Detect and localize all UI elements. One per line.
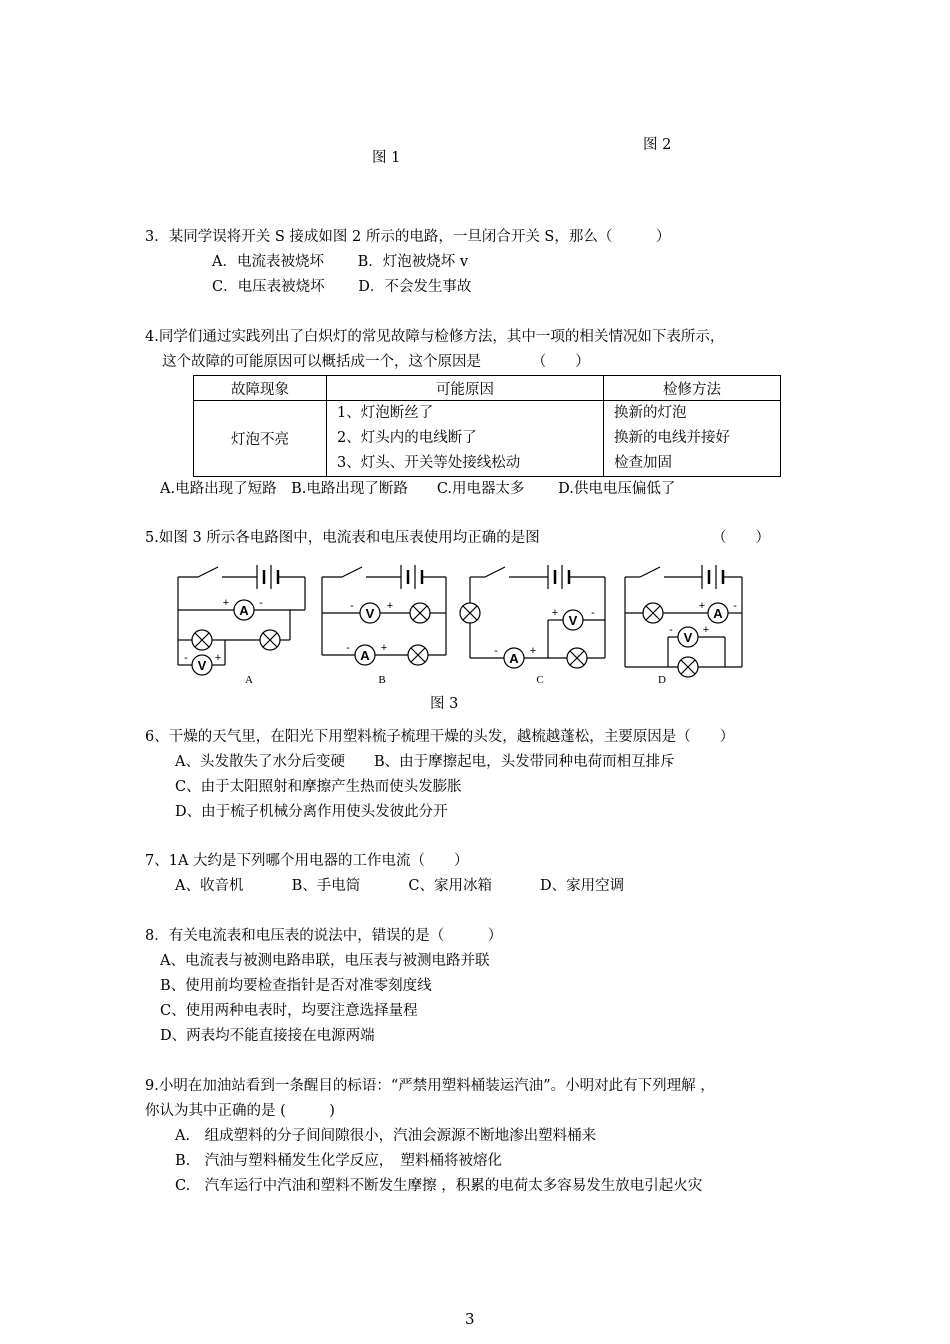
table-header: 故障现象 — [194, 376, 327, 401]
figure-3-circuits — [160, 555, 760, 690]
q9-stem-line2: 你认为其中正确的是 ( ) — [145, 1103, 335, 1119]
circuit-c — [470, 565, 605, 658]
terminal-plus: + — [551, 607, 559, 619]
terminal-minus: - — [259, 597, 263, 609]
q4-options: A.电路出现了短路 B.电路出现了断路 C.用电器太多 D.供电电压偏低了 — [160, 481, 676, 497]
repair-item: 换新的灯泡 — [614, 405, 687, 421]
terminal-plus: + — [386, 600, 394, 612]
terminal-plus: + — [702, 624, 710, 636]
fault-causes — [327, 401, 604, 477]
cause-item: 2、灯头内的电线断了 — [337, 430, 477, 446]
terminal-plus: + — [222, 597, 230, 609]
q9-option: A. 组成塑料的分子间间隙很小，汽油会源源不断地渗出塑料桶来 — [175, 1128, 597, 1144]
voltmeter-letter: V — [365, 606, 375, 621]
ammeter-letter: A — [509, 651, 519, 666]
figure-1-label: 图 1 — [372, 150, 401, 166]
cause-item: 3、灯头、开关等处接线松动 — [337, 455, 521, 471]
lamp-icon — [678, 657, 698, 677]
circuit-label: B — [378, 674, 386, 686]
voltmeter-letter: V — [683, 630, 693, 645]
q8-option: C、使用两种电表时，均要注意选择量程 — [160, 1003, 418, 1019]
lamp-icon — [408, 645, 428, 665]
table-header: 检修方法 — [604, 376, 781, 401]
q6-option: A、头发散失了水分后变硬 B、由于摩擦起电，头发带同种电荷而相互排斥 — [175, 754, 675, 770]
lamp-icon — [460, 603, 480, 623]
ammeter-letter: A — [360, 648, 370, 663]
terminal-minus: - — [184, 652, 188, 664]
q7-options: A、收音机 B、手电筒 C、家用冰箱 D、家用空调 — [175, 878, 625, 894]
q8-stem: 8．有关电流表和电压表的说法中，错误的是（ ） — [145, 928, 503, 944]
repair-item: 换新的电线并接好 — [614, 430, 730, 446]
voltmeter-letter: V — [197, 658, 207, 673]
lamp-icon — [643, 603, 663, 623]
circuit-label: C — [536, 674, 544, 686]
table-header: 可能原因 — [327, 376, 604, 401]
q9-option: C. 汽车运行中汽油和塑料不断发生摩擦 ，积累的电荷太多容易发生放电引起火灾 — [175, 1178, 703, 1194]
figure-2-label: 图 2 — [643, 137, 672, 153]
fault-repairs — [604, 401, 781, 477]
terminal-minus: - — [591, 607, 595, 619]
terminal-plus: + — [529, 645, 537, 657]
q6-option: D、由于梳子机械分离作用使头发彼此分开 — [175, 804, 448, 820]
q9-option: B. 汽油与塑料桶发生化学反应， 塑料桶将被熔化 — [175, 1153, 503, 1169]
terminal-minus: - — [494, 645, 498, 657]
terminal-minus: - — [346, 642, 350, 654]
q5-bracket: （ ） — [712, 530, 770, 546]
terminal-plus: + — [698, 600, 706, 612]
q6-option: C、由于太阳照射和摩擦产生热而使头发膨胀 — [175, 779, 462, 795]
lamp-icon — [567, 648, 587, 668]
fault-phenomenon: 灯泡不亮 — [194, 401, 327, 477]
q8-option: A、电流表与被测电路串联，电压表与被测电路并联 — [160, 953, 490, 969]
q3-options-row1: A．电流表被烧坏 B．灯泡被烧坏 v — [212, 254, 469, 270]
q3-options-row2: C．电压表被烧坏 D．不会发生事故 — [212, 279, 472, 295]
voltmeter-letter: V — [568, 613, 578, 628]
q7-stem: 7、1A 大约是下列哪个用电器的工作电流（ ） — [145, 853, 469, 869]
q9-stem-line1: 9.小明在加油站看到一条醒目的标语：“严禁用塑料桶装运汽油”。小明对此有下列理解 ， — [145, 1078, 715, 1094]
lamp-icon — [410, 603, 430, 623]
terminal-minus: - — [350, 600, 354, 612]
q6-stem: 6、干燥的天气里，在阳光下用塑料梳子梳理干燥的头发，越梳越蓬松，主要原因是（ ） — [145, 729, 735, 745]
q5-stem: 5.如图 3 所示各电路图中，电流表和电压表使用均正确的是图 — [145, 530, 540, 546]
circuit-label: A — [245, 674, 253, 686]
q4-stem-line1: 4.同学们通过实践列出了白炽灯的常见故障与检修方法，其中一项的相关情况如下表所示， — [145, 329, 725, 345]
ammeter-letter: A — [239, 603, 249, 618]
q8-option: B、使用前均要检查指针是否对准零刻度线 — [160, 978, 432, 994]
lamp-icon — [192, 630, 212, 650]
terminal-minus: - — [669, 624, 673, 636]
terminal-minus: - — [733, 600, 737, 612]
terminal-plus: + — [214, 652, 222, 664]
q4-stem-line2: 这个故障的可能原因可以概括成一个，这个原因是 （ ） — [162, 354, 590, 370]
page-number: 3 — [465, 1310, 475, 1328]
fault-table — [193, 375, 781, 477]
circuit-label: D — [658, 674, 666, 686]
repair-item: 检查加固 — [614, 455, 672, 471]
q3-stem: 3．某同学误将开关 S 接成如图 2 所示的电路，一旦闭合开关 S，那么（ ） — [145, 229, 671, 245]
terminal-plus: + — [380, 642, 388, 654]
q8-option: D、两表均不能直接接在电源两端 — [160, 1028, 375, 1044]
cause-item: 1、灯泡断丝了 — [337, 405, 434, 421]
ammeter-letter: A — [713, 606, 723, 621]
figure-3-label: 图 3 — [430, 696, 459, 712]
lamp-icon — [260, 630, 280, 650]
